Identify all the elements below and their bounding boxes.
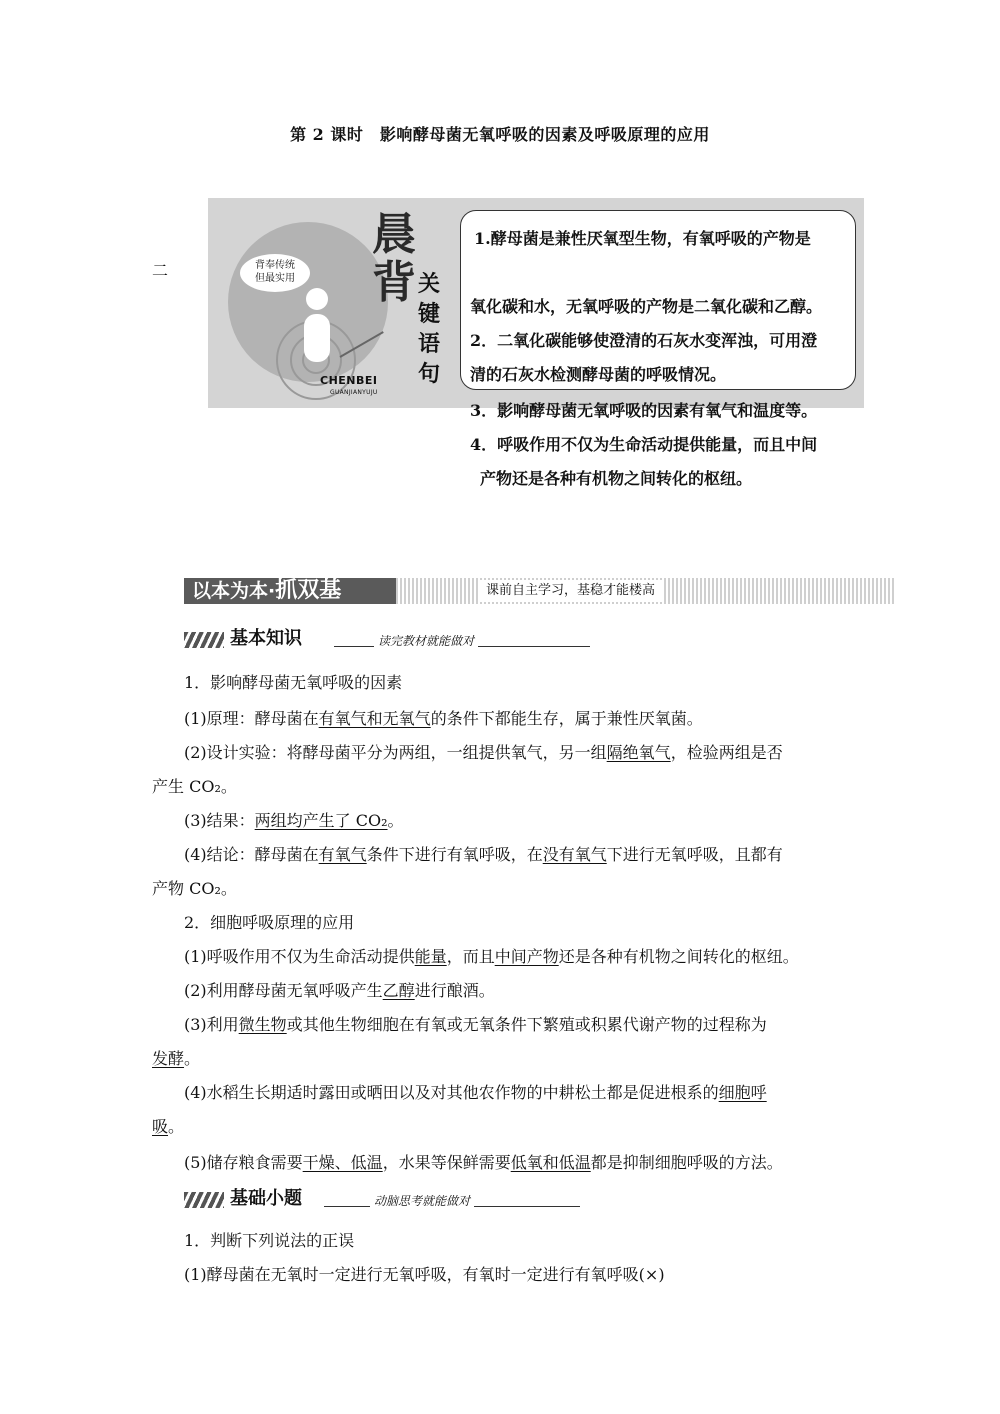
knowledge-topic-2: 2．细胞呼吸原理的应用 xyxy=(184,913,355,932)
knowledge-item: (3)利用微生物或其他生物细胞在有氧或无氧条件下繁殖或积累代谢产物的过程称为 xyxy=(184,1015,767,1034)
knowledge-item: (4)结论：酵母菌在有氧气条件下进行有氧呼吸，在没有氧气下进行无氧呼吸，且都有 xyxy=(184,845,783,864)
speech-bubble xyxy=(240,254,310,292)
key-point-line: 4．呼吸作用不仅为生命活动提供能量，而且中间 xyxy=(470,435,818,454)
exercises-tag: 动脑思考就能做对 xyxy=(370,1192,474,1209)
knowledge-item: (2)设计实验：将酵母菌平分为两组，一组提供氧气，另一组隔绝氧气，检验两组是否 xyxy=(184,743,783,762)
stray-char: 二 xyxy=(152,261,169,280)
brand-text: CHENBEI xyxy=(320,374,378,387)
key-point-line: 2．二氧化碳能够使澄清的石灰水变浑浊，可用澄 xyxy=(470,331,818,350)
big-char-2: 背 xyxy=(372,257,416,308)
lesson-title: 第 2 课时 影响酵母菌无氧呼吸的因素及呼吸原理的应用 xyxy=(290,125,710,144)
bubble-line-1: 背奉传统 xyxy=(255,260,295,271)
big-char-1: 晨 xyxy=(372,209,416,260)
person-body-icon xyxy=(304,314,330,362)
section-subtitle: 课前自主学习，基稳才能楼高 xyxy=(478,580,663,602)
exercises-title: 基础小题 xyxy=(230,1188,302,1209)
knowledge-item: (2)利用酵母菌无氧呼吸产生乙醇进行酿酒。 xyxy=(184,981,495,1000)
knowledge-item: (4)水稻生长期适时露田或晒田以及对其他农作物的中耕松土都是促进根系的细胞呼 xyxy=(184,1083,767,1102)
bubble-line-2: 但最实用 xyxy=(255,273,295,284)
knowledge-item-cont: 产物 CO₂。 xyxy=(152,879,237,898)
knowledge-heading xyxy=(184,624,594,652)
knowledge-title: 基本知识 xyxy=(230,628,302,649)
person-head-icon xyxy=(306,288,328,310)
section-title-a: 以本为本· xyxy=(192,580,276,602)
vertical-label: 关键语句 xyxy=(418,272,441,387)
section-title xyxy=(184,578,396,604)
key-point-line: 1.酵母菌是兼性厌氧型生物，有氧呼吸的产物是 xyxy=(474,229,811,248)
stripe-icon xyxy=(184,632,224,648)
knowledge-tag: 读完教材就能做对 xyxy=(374,632,478,649)
knowledge-item-cont: 产生 CO₂。 xyxy=(152,777,237,796)
key-point-line: 清的石灰水检测酵母菌的呼吸情况。 xyxy=(470,365,727,384)
key-point-line: 产物还是各种有机物之间转化的枢纽。 xyxy=(480,469,753,488)
section-title-b: 抓双基 xyxy=(275,578,342,603)
key-point-line: 氧化碳和水，无氧呼吸的产物是二氧化碳和乙醇。 xyxy=(470,297,823,316)
brand-subtext: GUANJIANYUJU xyxy=(330,389,378,396)
knowledge-item: (5)储存粮食需要干燥、低温，水果等保鲜需要低氧和低温都是抑制细胞呼吸的方法。 xyxy=(184,1153,783,1172)
key-point-line: 3．影响酵母菌无氧呼吸的因素有氧气和温度等。 xyxy=(470,401,818,420)
knowledge-topic-1: 1．影响酵母菌无氧呼吸的因素 xyxy=(184,673,403,692)
exercises-heading xyxy=(184,1184,584,1212)
stripe-icon xyxy=(184,1192,224,1208)
knowledge-item: (1)呼吸作用不仅为生命活动提供能量，而且中间产物还是各种有机物之间转化的枢纽。 xyxy=(184,947,799,966)
knowledge-item: (1)原理：酵母菌在有氧气和无氧气的条件下都能生存，属于兼性厌氧菌。 xyxy=(184,709,703,728)
knowledge-item-cont: 吸。 xyxy=(152,1117,185,1136)
exercise-topic: 1．判断下列说法的正误 xyxy=(184,1231,355,1250)
knowledge-item: (3)结果：两组均产生了 CO₂。 xyxy=(184,811,404,830)
exercise-item: (1)酵母菌在无氧时一定进行无氧呼吸，有氧时一定进行有氧呼吸(×) xyxy=(184,1265,665,1284)
knowledge-item-cont: 发酵。 xyxy=(152,1049,201,1068)
